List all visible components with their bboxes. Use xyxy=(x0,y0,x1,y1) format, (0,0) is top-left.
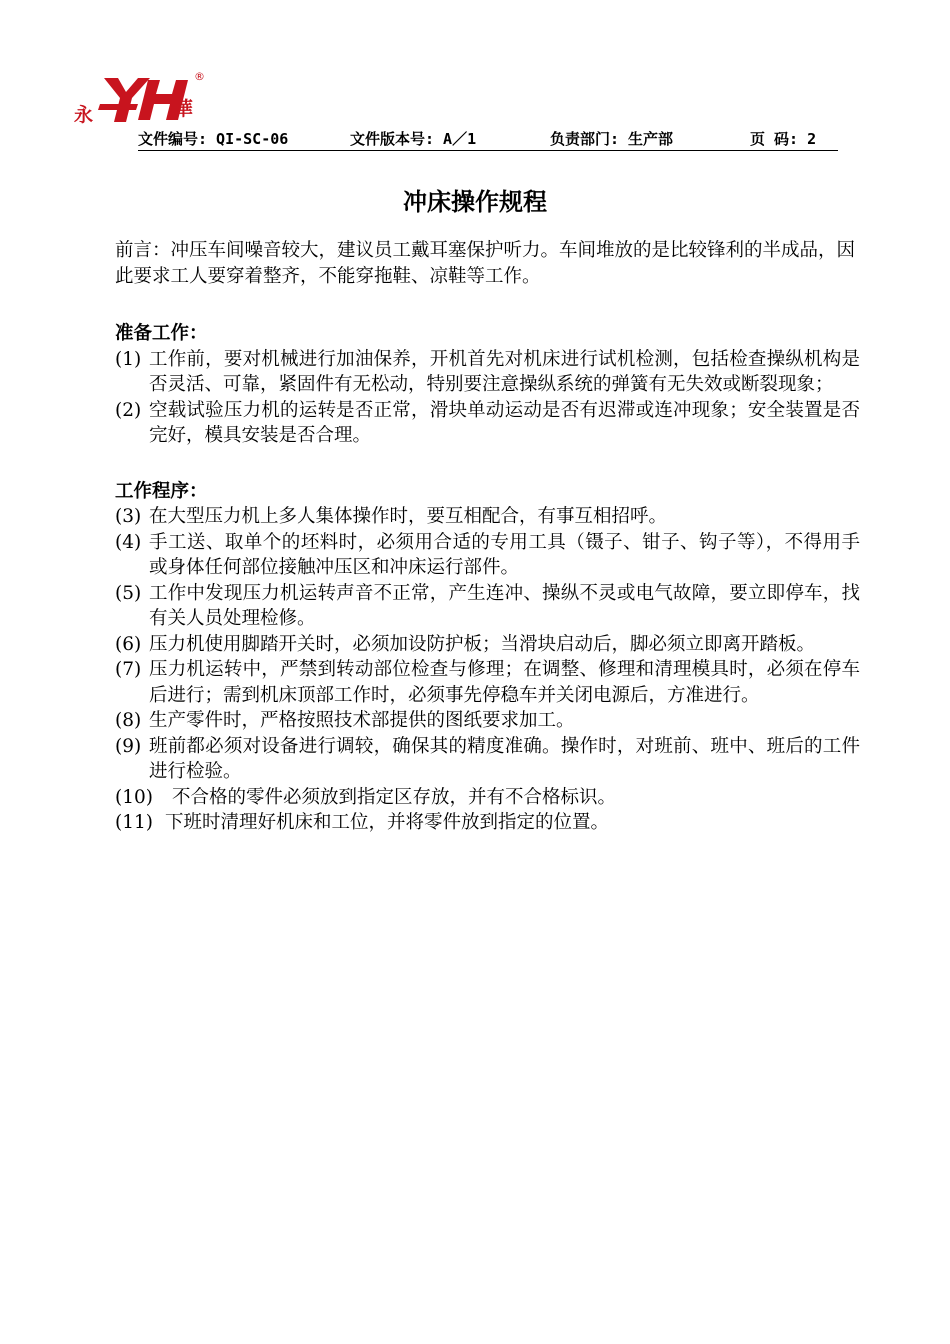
item-number: (5) xyxy=(115,582,142,604)
preface-paragraph: 前言：冲压车间噪音较大，建议员工戴耳塞保护听力。车间堆放的是比较锋利的半成品，因此要求工人要穿着整齐，不能穿拖鞋、凉鞋等工作。 xyxy=(115,240,856,287)
item-number: (4) xyxy=(115,531,142,553)
item-text: 手工送、取单个的坯料时，必须用合适的专用工具（镊子、钳子、钩子等），不得用手或身体任何部位接触冲压区和冲床运行部件。 xyxy=(149,531,860,578)
company-logo xyxy=(70,70,220,130)
list-item xyxy=(115,785,860,811)
header-version: 文件版本号: A／1 xyxy=(350,130,477,148)
list-item xyxy=(115,504,860,530)
item-text: 压力机运转中，严禁到转动部位检查与修理；在调整、修理和清理模具时，必须在停车后进行；需到机床顶部工作时，必须事先停稳车并关闭电源后，方准进行。 xyxy=(149,659,860,706)
list-item xyxy=(115,734,860,785)
registered-mark: ® xyxy=(194,70,205,83)
header-doc-number: 文件编号: QI-SC-06 xyxy=(138,130,289,148)
list-item xyxy=(115,810,860,836)
page-title: 冲床操作规程 xyxy=(403,188,547,216)
item-text: 不合格的零件必须放到指定区存放，并有不合格标识。 xyxy=(172,786,617,808)
list-item xyxy=(115,657,860,708)
item-text: 生产零件时，严格按照技术部提供的图纸要求加工。 xyxy=(149,710,575,731)
item-text: 在大型压力机上多人集体操作时，要互相配合，有事互相招呼。 xyxy=(149,506,668,527)
header-department: 负责部门: 生产部 xyxy=(550,130,674,148)
list-item xyxy=(115,581,860,632)
item-number: (8) xyxy=(115,710,142,731)
list-item xyxy=(115,708,860,734)
header-page-number: 页 码: 2 xyxy=(750,130,817,148)
item-number: (10) xyxy=(115,786,153,808)
list-item xyxy=(115,398,860,449)
item-number: (2) xyxy=(115,399,142,421)
item-text: 班前都必须对设备进行调较，确保其的精度准确。操作时，对班前、班中、班后的工件进行检验。 xyxy=(149,735,860,782)
item-number: (7) xyxy=(115,659,142,680)
list-item xyxy=(115,530,860,581)
item-text: 工作中发现压力机运转声音不正常，产生连冲、操纵不灵或电气故障，要立即停车，找有关人员处理检修。 xyxy=(149,582,860,629)
document-header xyxy=(138,124,838,151)
list-item xyxy=(115,347,860,398)
item-number: (6) xyxy=(115,633,142,655)
item-text: 下班时清理好机床和工位，并将零件放到指定的位置。 xyxy=(165,812,610,833)
item-number: (9) xyxy=(115,735,142,757)
logo-char-yong: 永 xyxy=(74,104,94,126)
item-number: (3) xyxy=(115,506,142,527)
preparation-heading: 准备工作： xyxy=(115,323,208,344)
document-body xyxy=(115,238,860,836)
logo-char-hua: 華 xyxy=(174,98,194,120)
item-number: (11) xyxy=(115,812,153,833)
item-text: 压力机使用脚踏开关时，必须加设防护板；当滑块启动后，脚必须立即离开踏板。 xyxy=(149,633,816,655)
list-item xyxy=(115,632,860,658)
procedure-heading: 工作程序： xyxy=(115,480,208,502)
item-text: 工作前，要对机械进行加油保养，开机首先对机床进行试机检测，包括检查操纵机构是否灵活、可靠，紧固件有无松动，特别要注意操纵系统的弹簧有无失效或断裂现象； xyxy=(149,348,860,395)
item-text: 空载试验压力机的运转是否正常，滑块单动运动是否有迟滞或连冲现象；安全装置是否完好，模具安装是否合理。 xyxy=(149,399,860,446)
item-number: (1) xyxy=(115,348,142,370)
